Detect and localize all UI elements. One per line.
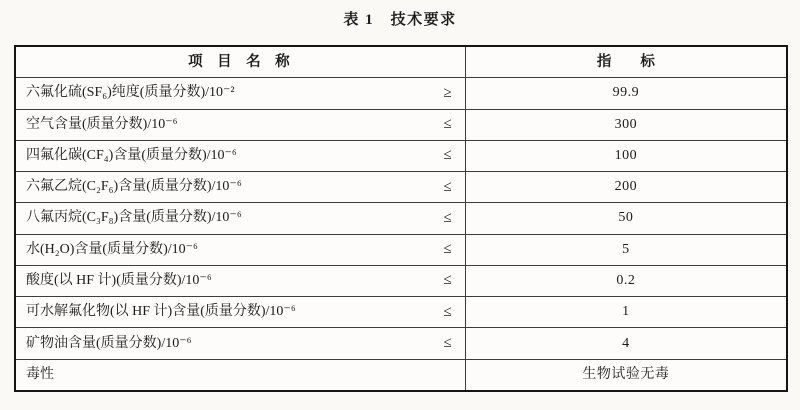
item-cell <box>16 141 466 171</box>
item-cell <box>16 110 466 140</box>
item-cell <box>16 235 466 265</box>
value-cell <box>466 266 786 296</box>
item-cell <box>16 297 466 327</box>
item-cell <box>16 328 466 358</box>
table-header-row <box>16 47 786 78</box>
row-value: 5 <box>622 241 630 257</box>
row-item-name: 矿物油含量(质量分数)/10⁻⁶ <box>26 335 192 351</box>
row-item-name: 六氟化硫(SF₆)纯度(质量分数)/10⁻² <box>26 85 235 101</box>
row-value: 200 <box>614 179 638 195</box>
row-item-name: 水(H₂O)含量(质量分数)/10⁻⁶ <box>26 241 198 257</box>
value-cell <box>466 360 786 390</box>
row-operator: ≤ <box>443 241 452 258</box>
row-operator: ≤ <box>443 116 452 133</box>
row-operator: ≤ <box>443 178 452 195</box>
row-value: 1 <box>622 304 630 320</box>
table-row <box>16 203 786 234</box>
technical-requirements-table <box>14 45 788 392</box>
table-row <box>16 266 786 297</box>
row-value: 100 <box>614 147 638 163</box>
table-row <box>16 141 786 172</box>
header-index: 指 标 <box>596 53 655 70</box>
header-item-name: 项 目 名 称 <box>16 47 466 77</box>
row-operator: ≤ <box>443 147 452 164</box>
row-value: 4 <box>622 335 630 351</box>
table-row <box>16 297 786 328</box>
value-cell <box>466 235 786 265</box>
row-item-name: 八氟丙烷(C₃F₈)含量(质量分数)/10⁻⁶ <box>26 210 242 226</box>
row-item-name: 空气含量(质量分数)/10⁻⁶ <box>26 116 178 132</box>
table-row <box>16 110 786 141</box>
row-value: 生物试验无毒 <box>582 366 670 382</box>
row-value: 0.2 <box>616 272 636 288</box>
value-cell <box>466 328 786 358</box>
item-cell <box>16 78 466 108</box>
value-cell <box>466 110 786 140</box>
row-item-name: 六氟乙烷(C₂F₆)含量(质量分数)/10⁻⁶ <box>26 179 242 195</box>
table-row <box>16 172 786 203</box>
row-operator: ≤ <box>443 209 452 226</box>
table-row <box>16 235 786 266</box>
table-row <box>16 360 786 390</box>
item-cell <box>16 360 466 390</box>
row-item-name: 可水解氟化物(以 HF 计)含量(质量分数)/10⁻⁶ <box>26 304 296 320</box>
item-cell <box>16 203 466 233</box>
item-cell <box>16 172 466 202</box>
value-cell <box>466 172 786 202</box>
row-operator: ≥ <box>443 84 452 101</box>
row-value: 50 <box>618 210 634 226</box>
row-operator: ≤ <box>443 303 452 320</box>
value-cell <box>466 203 786 233</box>
value-cell <box>466 78 786 108</box>
item-cell <box>16 266 466 296</box>
row-operator: ≤ <box>443 272 452 289</box>
row-item-name: 毒性 <box>26 366 54 382</box>
row-value: 99.9 <box>612 85 640 101</box>
row-item-name: 酸度(以 HF 计)(质量分数)/10⁻⁶ <box>26 272 212 288</box>
row-value: 300 <box>614 116 638 132</box>
table-row <box>16 78 786 109</box>
value-cell <box>466 297 786 327</box>
table-row <box>16 328 786 359</box>
value-cell <box>466 141 786 171</box>
table-title: 表 1 技术要求 <box>343 12 457 28</box>
row-operator: ≤ <box>443 335 452 352</box>
row-item-name: 四氟化碳(CF₄)含量(质量分数)/10⁻⁶ <box>26 147 237 163</box>
